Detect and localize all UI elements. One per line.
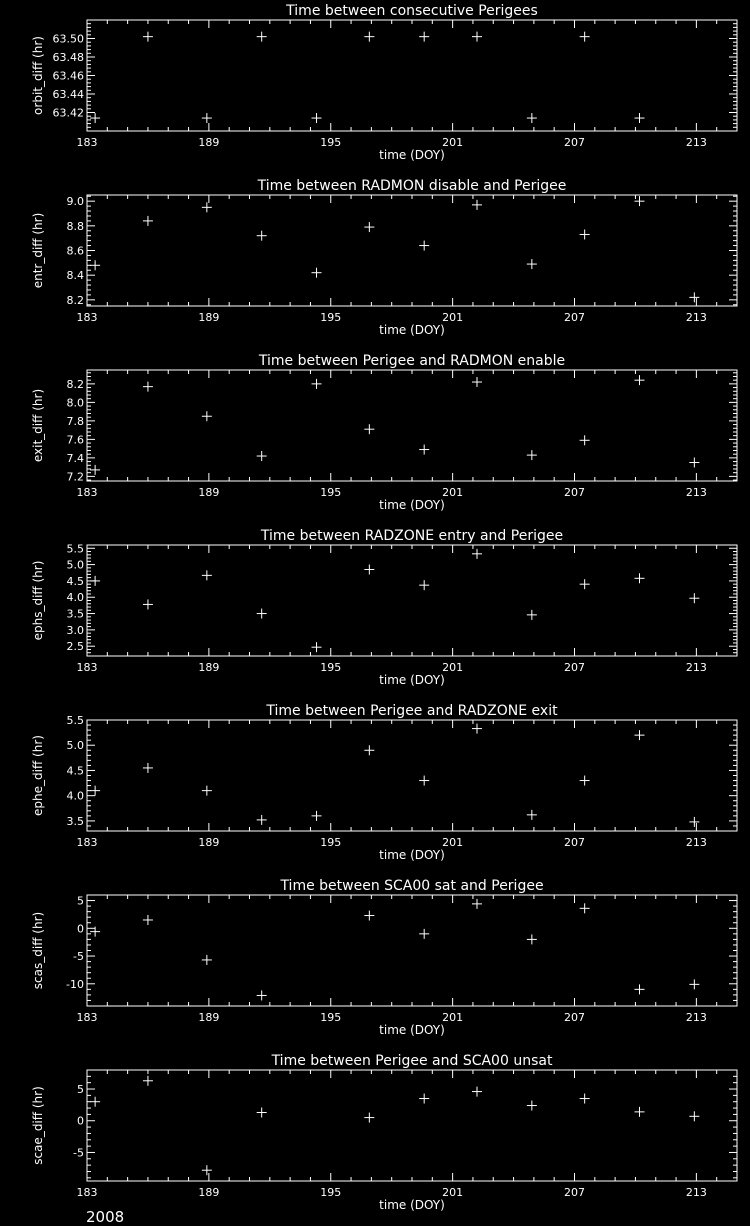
data-point [635, 984, 645, 994]
data-point [202, 113, 212, 123]
data-point [312, 642, 322, 652]
y-axis-label: orbit_diff (hr) [31, 36, 45, 115]
y-tick-label: 8.0 [66, 396, 84, 410]
y-axis-label: ephe_diff (hr) [31, 735, 45, 816]
data-point [580, 435, 590, 445]
x-tick-label: 183 [76, 1011, 98, 1024]
data-point [580, 579, 590, 589]
y-axis-label: scas_diff (hr) [31, 911, 45, 990]
y-tick-label: 5 [77, 1083, 84, 1097]
x-axis-label: time (DOY) [379, 323, 445, 337]
data-point [580, 32, 590, 42]
y-tick-label: -10 [66, 977, 84, 991]
data-point [364, 745, 374, 755]
y-tick-label: 4.0 [66, 591, 84, 605]
data-point [635, 730, 645, 740]
x-tick-label: 213 [685, 136, 707, 149]
data-point [90, 1097, 100, 1107]
y-tick-label: 3.0 [66, 623, 84, 637]
x-tick-label: 207 [564, 836, 585, 849]
y-tick-label: 63.50 [52, 32, 84, 46]
data-point [689, 292, 699, 302]
chart-panel-5 [31, 703, 737, 862]
y-tick-label: 63.48 [52, 51, 84, 64]
data-point [527, 810, 537, 820]
data-point [143, 1076, 153, 1086]
x-tick-label: 207 [564, 136, 585, 149]
data-point [580, 1094, 590, 1104]
x-tick-label: 213 [685, 486, 707, 499]
x-tick-label: 201 [442, 136, 464, 149]
y-tick-label: 4.5 [66, 764, 84, 778]
y-tick-label: 4.0 [66, 789, 84, 803]
y-tick-label: -5 [73, 950, 84, 964]
chart-panel-2 [31, 178, 737, 337]
y-tick-label: 7.4 [66, 451, 84, 465]
data-point [90, 113, 100, 123]
data-point [527, 113, 537, 123]
x-tick-label: 189 [198, 836, 220, 849]
data-point [472, 549, 482, 559]
x-tick-label: 195 [320, 486, 342, 499]
data-point [472, 724, 482, 734]
data-point [202, 202, 212, 212]
y-tick-label: 3.5 [66, 607, 84, 621]
y-tick-label: 7.6 [66, 433, 84, 447]
data-point [472, 32, 482, 42]
x-tick-label: 201 [442, 486, 464, 499]
plot-frame [87, 195, 737, 306]
x-tick-label: 201 [442, 1011, 464, 1024]
x-tick-label: 201 [442, 311, 464, 324]
x-tick-label: 201 [442, 836, 464, 849]
data-point [580, 229, 590, 239]
data-point [312, 811, 322, 821]
y-tick-label: 5 [77, 894, 84, 908]
y-tick-label: 3.5 [66, 814, 84, 828]
data-point [527, 1101, 537, 1111]
data-point [635, 1107, 645, 1117]
x-tick-label: 183 [76, 836, 98, 849]
data-point [419, 776, 429, 786]
data-point [143, 216, 153, 226]
data-point [472, 377, 482, 387]
data-point [689, 593, 699, 603]
data-point [419, 241, 429, 251]
data-point [580, 776, 590, 786]
x-tick-label: 183 [76, 311, 98, 324]
data-point [689, 458, 699, 468]
x-tick-label: 189 [198, 1186, 220, 1199]
chart-panel-3 [31, 353, 737, 512]
x-tick-label: 213 [685, 661, 707, 674]
data-point [364, 222, 374, 232]
data-point [689, 979, 699, 989]
y-tick-label: 5.0 [66, 739, 84, 753]
x-axis-label: time (DOY) [379, 148, 445, 162]
y-tick-label: 63.46 [52, 69, 84, 83]
y-tick-label: 8.2 [66, 377, 84, 391]
data-point [312, 113, 322, 123]
x-tick-label: 207 [564, 1011, 585, 1024]
data-point [143, 599, 153, 609]
x-tick-label: 189 [198, 1011, 220, 1024]
data-point [689, 1111, 699, 1121]
data-point [257, 815, 267, 825]
y-tick-label: 5.5 [66, 714, 84, 727]
y-tick-label: 2.5 [66, 640, 84, 654]
data-point [90, 465, 100, 475]
x-tick-label: 195 [320, 1011, 342, 1024]
chart-title: Time between consecutive Perigees [286, 3, 538, 19]
data-point [364, 32, 374, 42]
y-tick-label: 7.2 [66, 470, 84, 484]
y-tick-label: 63.42 [52, 106, 84, 120]
y-axis-label: ephs_diff (hr) [31, 560, 45, 641]
data-point [364, 1113, 374, 1123]
y-axis-label: entr_diff (hr) [31, 212, 45, 289]
data-point [312, 379, 322, 389]
plot-frame [87, 370, 737, 481]
data-point [472, 200, 482, 210]
data-point [90, 260, 100, 270]
chart-title: Time between Perigee and RADZONE exit [266, 703, 558, 719]
x-tick-label: 183 [76, 661, 98, 674]
data-point [257, 1107, 267, 1117]
y-tick-label: 63.44 [52, 88, 84, 101]
data-point [90, 576, 100, 586]
data-point [202, 570, 212, 580]
year-label: 2008 [86, 1208, 125, 1226]
y-axis-label: exit_diff (hr) [31, 388, 45, 463]
chart-title: Time between RADZONE entry and Perigee [260, 528, 564, 544]
y-tick-label: 9.0 [66, 195, 84, 209]
y-axis-label: scae_diff (hr) [31, 1086, 45, 1165]
data-point [419, 32, 429, 42]
x-tick-label: 195 [320, 1186, 342, 1199]
x-tick-label: 213 [685, 1011, 707, 1024]
chart-title: Time between SCA00 sat and Perigee [280, 878, 544, 894]
x-axis-label: time (DOY) [379, 1023, 445, 1037]
data-point [90, 786, 100, 796]
y-tick-label: 8.2 [66, 293, 84, 307]
x-tick-label: 189 [198, 486, 220, 499]
x-tick-label: 201 [442, 661, 464, 674]
data-point [527, 934, 537, 944]
data-point [635, 113, 645, 123]
data-point [202, 411, 212, 421]
data-point [257, 990, 267, 1000]
x-axis-label: time (DOY) [379, 498, 445, 512]
chart-title: Time between RADMON disable and Perigee [257, 178, 567, 194]
chart-panel-4 [31, 528, 737, 687]
data-point [143, 915, 153, 925]
data-point [635, 375, 645, 385]
x-tick-label: 195 [320, 836, 342, 849]
data-point [202, 1165, 212, 1175]
x-tick-label: 213 [685, 1186, 707, 1199]
chart-title: Time between Perigee and RADMON enable [258, 353, 566, 369]
data-point [635, 196, 645, 206]
x-axis-label: time (DOY) [379, 1198, 445, 1212]
chart-title: Time between Perigee and SCA00 unsat [271, 1053, 553, 1069]
x-tick-label: 207 [564, 311, 585, 324]
data-point [257, 451, 267, 461]
y-tick-label: 7.8 [66, 414, 84, 428]
chart-panel-1 [31, 3, 737, 162]
data-point [419, 1094, 429, 1104]
y-tick-label: 5.0 [66, 558, 84, 572]
y-tick-label: 8.6 [66, 244, 84, 258]
data-point [527, 450, 537, 460]
data-point [202, 786, 212, 796]
y-tick-label: 8.8 [66, 219, 84, 233]
x-tick-label: 195 [320, 311, 342, 324]
x-tick-label: 195 [320, 661, 342, 674]
y-tick-label: 8.4 [66, 269, 84, 283]
y-tick-label: 0 [77, 1114, 84, 1128]
x-tick-label: 195 [320, 136, 342, 149]
data-point [419, 929, 429, 939]
x-axis-label: time (DOY) [379, 673, 445, 687]
data-point [202, 955, 212, 965]
data-point [143, 763, 153, 773]
data-point [257, 609, 267, 619]
data-point [364, 424, 374, 434]
data-point [257, 32, 267, 42]
x-tick-label: 189 [198, 661, 220, 674]
x-tick-label: 183 [76, 1186, 98, 1199]
data-point [527, 259, 537, 269]
plot-frame [87, 545, 737, 656]
data-point [419, 580, 429, 590]
y-tick-label: -5 [73, 1146, 84, 1160]
data-point [689, 817, 699, 827]
chart-panel-6 [31, 878, 737, 1037]
data-point [580, 903, 590, 913]
x-tick-label: 207 [564, 1186, 585, 1199]
y-tick-label: 0 [77, 922, 84, 936]
data-point [472, 899, 482, 909]
x-tick-label: 183 [76, 486, 98, 499]
x-tick-label: 189 [198, 136, 220, 149]
data-point [364, 911, 374, 921]
x-tick-label: 183 [76, 136, 98, 149]
data-point [635, 573, 645, 583]
data-point [419, 445, 429, 455]
plot-frame [87, 1070, 737, 1181]
x-tick-label: 207 [564, 486, 585, 499]
y-tick-label: 5.5 [66, 542, 84, 556]
data-point [143, 32, 153, 42]
x-axis-label: time (DOY) [379, 848, 445, 862]
data-point [257, 231, 267, 241]
data-point [527, 610, 537, 620]
data-point [143, 382, 153, 392]
x-tick-label: 189 [198, 311, 220, 324]
x-tick-label: 207 [564, 661, 585, 674]
y-tick-label: 4.5 [66, 574, 84, 588]
x-tick-label: 213 [685, 311, 707, 324]
data-point [472, 1087, 482, 1097]
x-tick-label: 201 [442, 1186, 464, 1199]
chart-panel-7 [31, 1053, 737, 1212]
data-point [364, 564, 374, 574]
data-point [312, 268, 322, 278]
x-tick-label: 213 [685, 836, 707, 849]
